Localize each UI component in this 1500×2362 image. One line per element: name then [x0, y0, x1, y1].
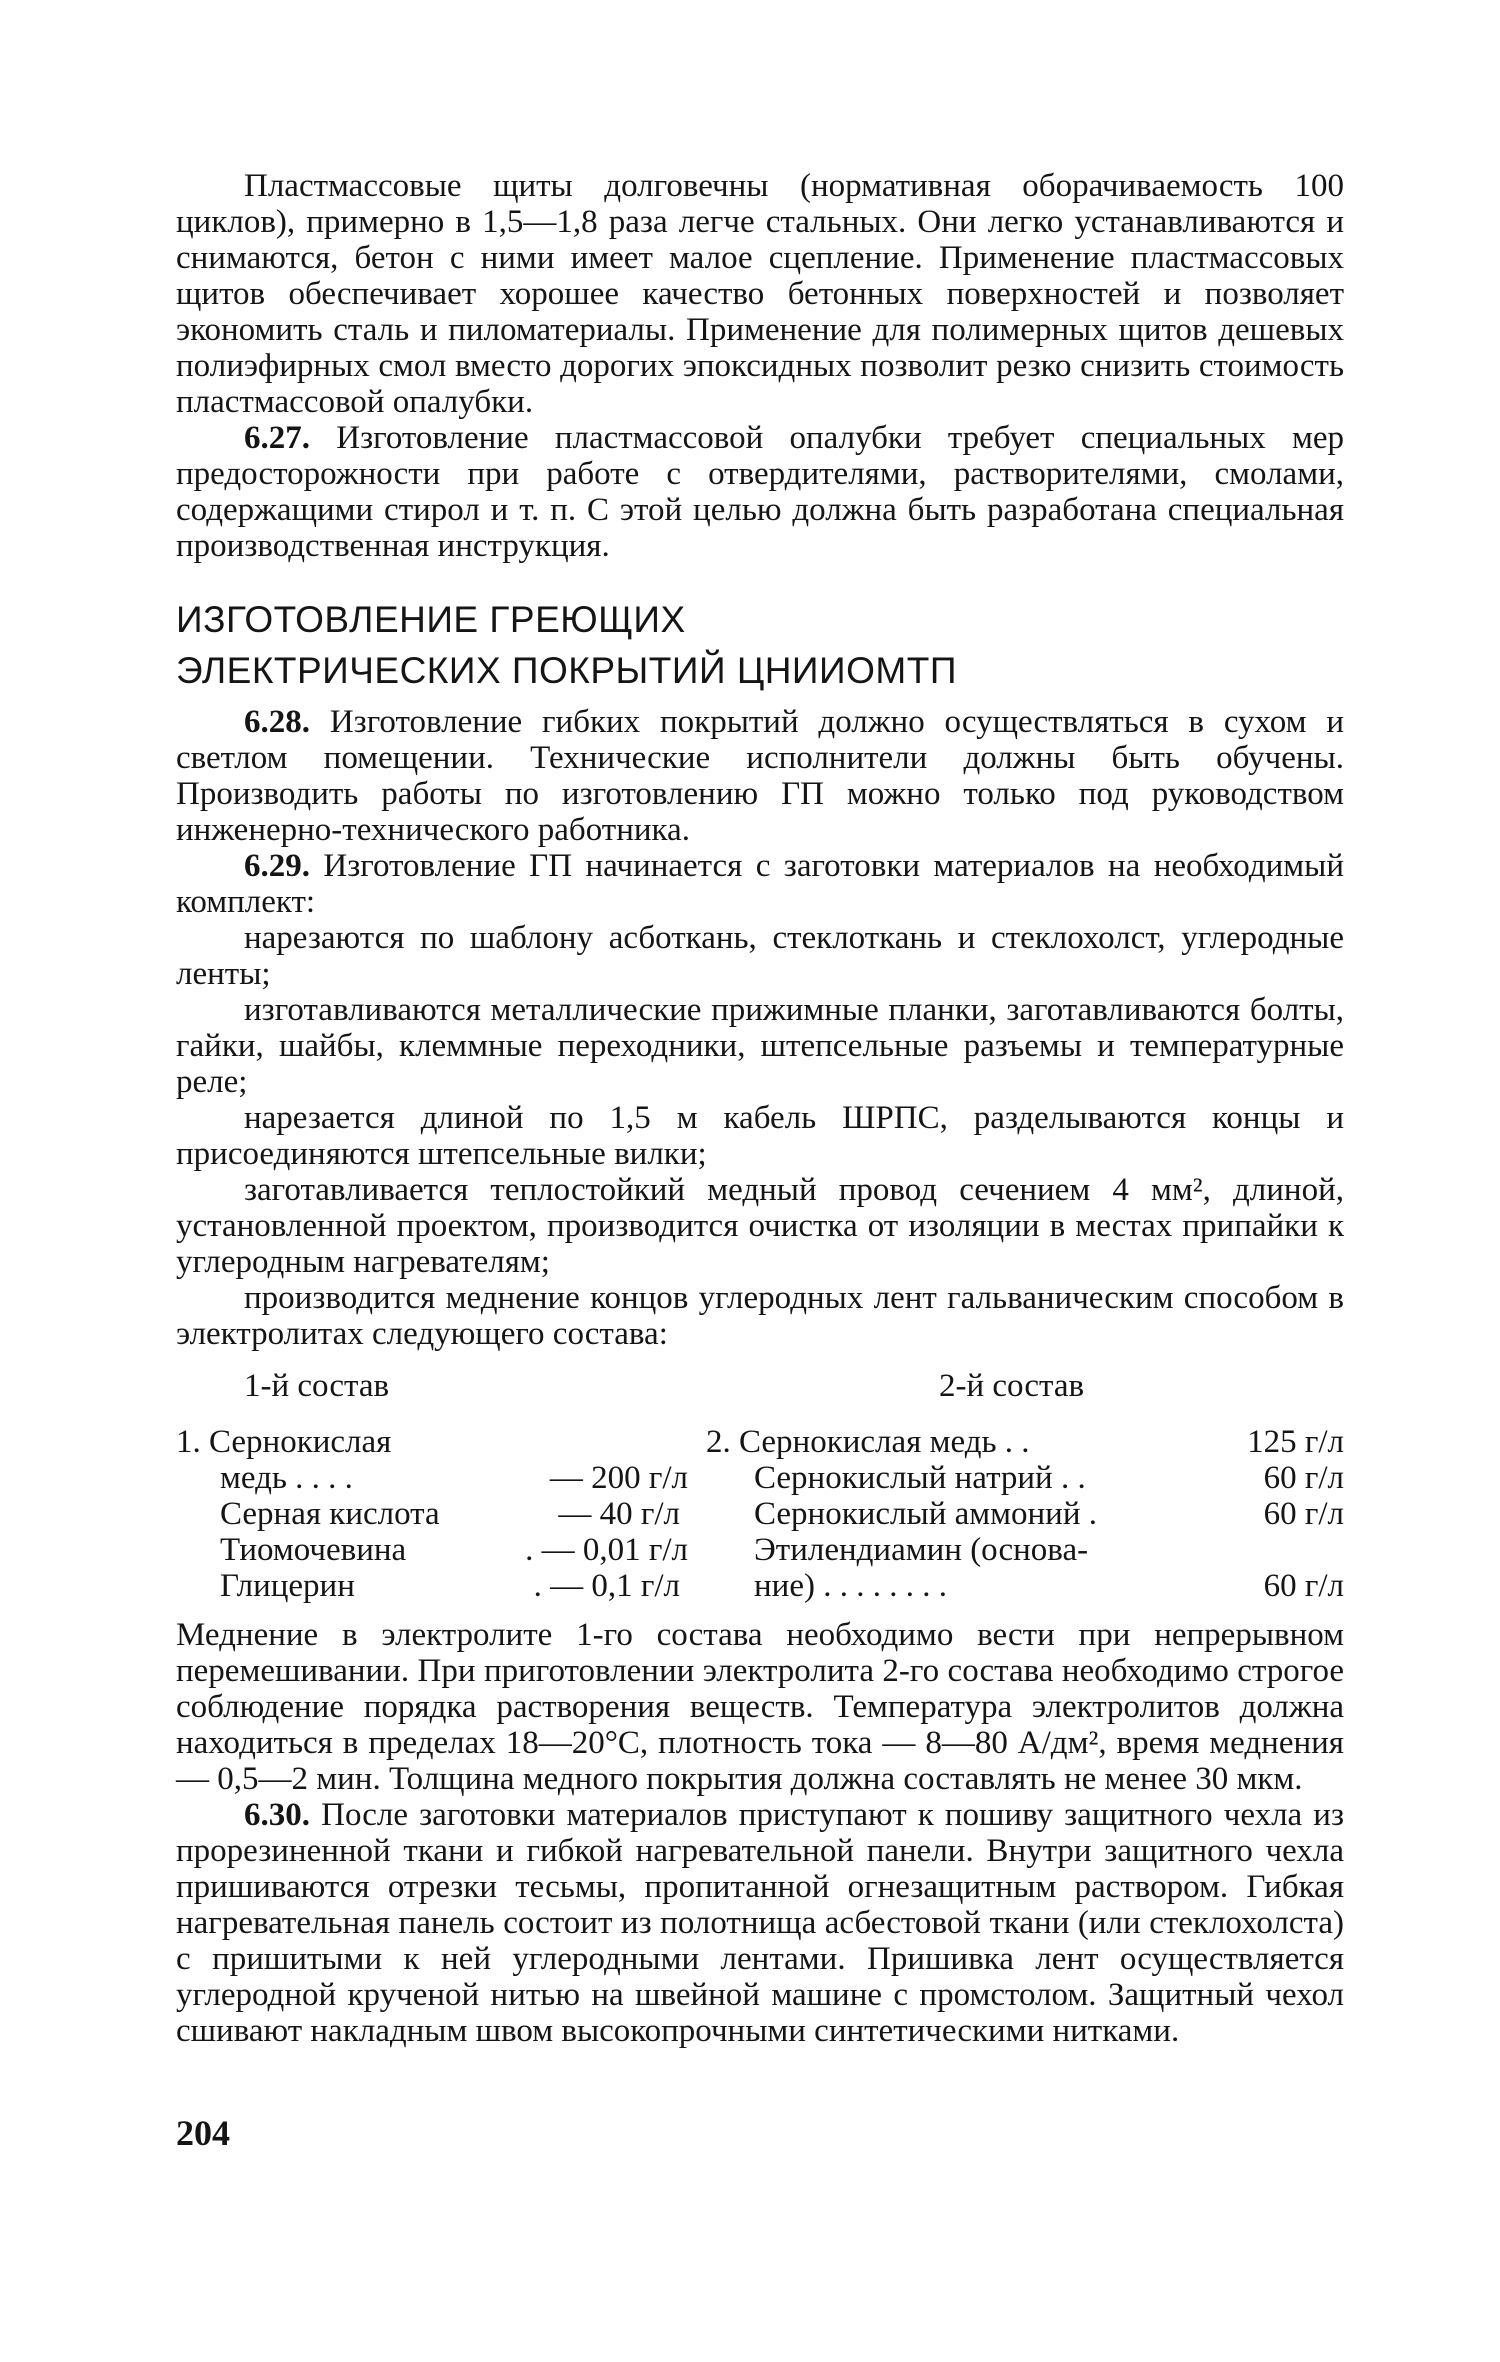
list-item: нарезаются по шаблону асботкань, стеклоткань и стеклохолст, углеродные ленты; — [176, 920, 1344, 992]
composition-1-value: . — 0,01 г/л — [525, 1532, 688, 1568]
composition-2-line: Этилендиамин (основа- — [754, 1532, 1089, 1568]
section-number: 6.28. — [244, 704, 310, 740]
section-text: Изготовление пластмассовой опалубки требует специальных мер предосторожности при работе с отвердителями, растворителями, смолами, содержащими стирол и т. п. С этой целью должна быть разработана специальная производственная инструкция. — [176, 420, 1345, 564]
list-item: нарезается длиной по 1,5 м кабель ШРПС, разделываются концы и присоединяются штепсельные вилки; — [176, 1100, 1344, 1172]
paragraph-6-29 — [176, 848, 1344, 920]
paragraph-6-30 — [176, 1797, 1344, 2049]
section-number: 6.27. — [244, 420, 310, 456]
paragraph-copper-plating: Меднение в электролите 1-го состава необходимо вести при непрерывном перемешивании. При приготовлении электролита 2-го состава необходимо строгое соблюдение порядка растворения веществ. Температура электролитов должна находиться в пределах 18—20°С, плотность тока — 8—80 А/дм², время меднения — 0,5—2 мин. Толщина медного покрытия должна составлять не менее 30 мкм. — [176, 1617, 1344, 1797]
composition-2-value: 60 г/л — [1263, 1460, 1344, 1496]
list-item: изготавливаются металлические прижимные планки, заготавливаются болты, гайки, шайбы, клеммные переходники, штепсельные разъемы и температурные реле; — [176, 992, 1344, 1100]
composition-2-line: 2. Сернокислая медь . . — [706, 1424, 1030, 1460]
paragraph-plastic-shields: Пластмассовые щиты долговечны (нормативная оборачиваемость 100 циклов), примерно в 1,5—1,8 раза легче стальных. Они легко устанавливаются и снимаются, бетон с ними имеет малое сцепление. Применение пластмассовых щитов обеспечивает хорошее качество бетонных поверхностей и позволяет экономить сталь и пиломатериалы. Применение для полимерных щитов дешевых полиэфирных смол вместо дорогих эпоксидных позволит резко снизить стоимость пластмассовой опалубки. — [176, 168, 1344, 420]
composition-2-value: 60 г/л — [1263, 1568, 1344, 1604]
section-text: Изготовление ГП начинается с заготовки материалов на необходимый комплект: — [176, 848, 1344, 920]
heading-line-1: ИЗГОТОВЛЕНИЕ ГРЕЮЩИХ — [176, 599, 686, 640]
composition-table — [176, 1368, 1344, 1603]
list-item: производится меднение концов углеродных лент гальваническим способом в электролитах следующего состава: — [176, 1280, 1344, 1352]
composition-1-value: — 40 г/л — [558, 1496, 680, 1532]
composition-1-line: Тиомочевина — [220, 1532, 407, 1568]
composition-1-line: 1. Сернокислая — [176, 1424, 392, 1460]
composition-1-line: медь . . . . — [220, 1460, 353, 1496]
composition-1-line: Серная кислота — [220, 1496, 440, 1532]
page-number: 204 — [176, 2113, 230, 2153]
composition-1-line: Глицерин — [220, 1568, 355, 1604]
composition-2-header: 2-й состав — [939, 1368, 1085, 1404]
composition-2-value: 60 г/л — [1263, 1496, 1344, 1532]
section-text: После заготовки материалов приступают к пошиву защитного чехла из прорезиненной ткани и гибкой нагревательной панели. Внутри защитного чехла пришиваются отрезки тесьмы, пропитанной огнезащитным раствором. Гибкая нагревательная панель состоит из полотнища асбестовой ткани (или стеклохолста) с пришитыми к ней углеродными лентами. Пришивка лент осуществляется углеродной крученой нитью на швейной машине с промстолом. Защитный чехол сшивают накладным швом высокопрочными синтетическими нитками. — [176, 1797, 1345, 2049]
composition-1-value: — 200 г/л — [549, 1460, 688, 1496]
composition-1-header: 1-й состав — [244, 1368, 390, 1404]
heading-line-2: ЭЛЕКТРИЧЕСКИХ ПОКРЫТИЙ ЦНИИОМТП — [176, 650, 957, 691]
composition-2-value: 125 г/л — [1247, 1424, 1344, 1460]
composition-1-value: . — 0,1 г/л — [533, 1568, 680, 1604]
text-column — [176, 168, 1344, 2049]
composition-2-line: Сернокислый натрий . . — [754, 1460, 1086, 1496]
paragraph-6-27 — [176, 420, 1344, 564]
section-heading — [176, 594, 1344, 696]
composition-2-line: ние) . . . . . . . . — [754, 1568, 947, 1604]
section-number: 6.30. — [244, 1797, 310, 1833]
composition-2-line: Сернокислый аммоний . — [754, 1496, 1098, 1532]
list-item: заготавливается теплостойкий медный провод сечением 4 мм², длиной, установленной проектом, производится очистка от изоляции в местах припайки к углеродным нагревателям; — [176, 1172, 1344, 1280]
section-number: 6.29. — [244, 848, 310, 884]
paragraph-6-28 — [176, 704, 1344, 848]
section-text: Изготовление гибких покрытий должно осуществляться в сухом и светлом помещении. Технические исполнители должны быть обучены. Производить работы по изготовлению ГП можно только под руководством инженерно-технического работника. — [176, 704, 1345, 848]
